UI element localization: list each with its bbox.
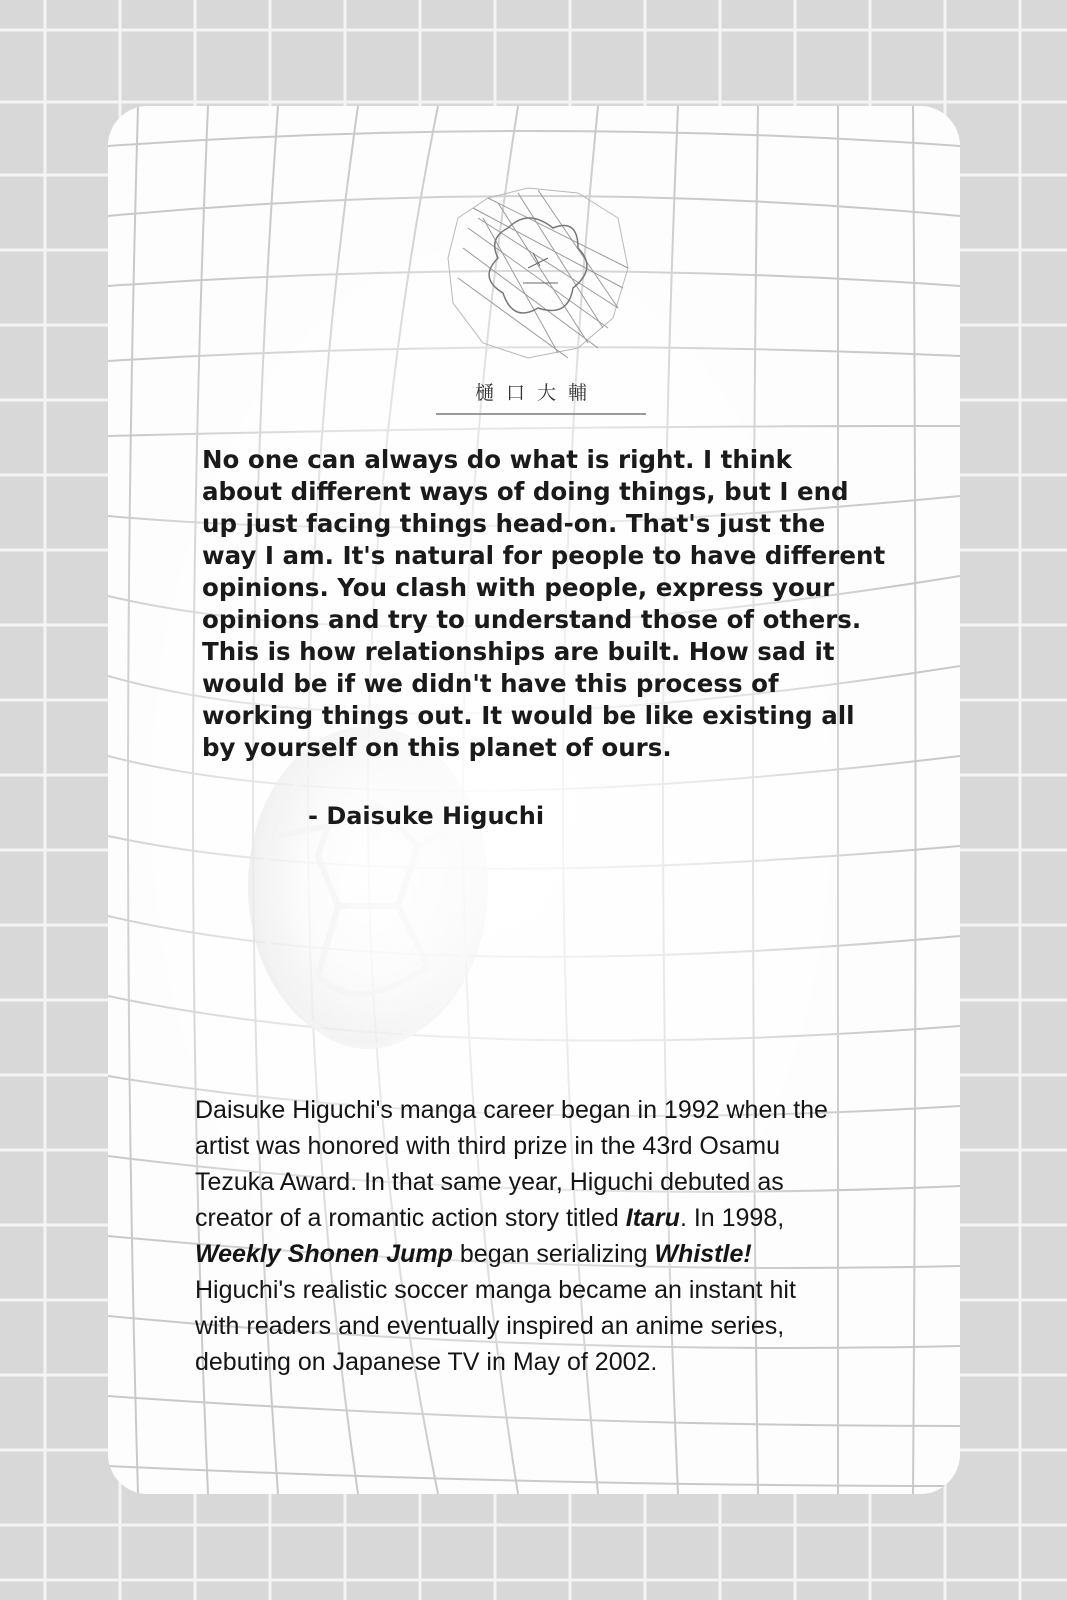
author-biography	[195, 1092, 895, 1380]
quote-line: working things out. It would be like existing all	[202, 701, 855, 730]
quote-line: would be if we didn't have this process of	[202, 669, 779, 698]
bio-line	[195, 1200, 895, 1236]
bio-line: Higuchi's realistic soccer manga became an instant hit	[195, 1276, 796, 1304]
quote-line: way I am. It's natural for people to have different	[202, 541, 886, 570]
title-whistle: Whistle!	[654, 1240, 752, 1268]
title-itaru: Itaru	[625, 1204, 680, 1232]
author-quote	[202, 444, 902, 764]
bio-text: . In 1998,	[679, 1204, 785, 1232]
caption-underline	[436, 413, 646, 415]
quote-line: opinions and try to understand those of others.	[202, 605, 862, 634]
quote-attribution: - Daisuke Higuchi	[308, 802, 545, 830]
title-weekly-shonen-jump: Weekly Shonen Jump	[195, 1240, 453, 1268]
quote-line: by yourself on this planet of ours.	[202, 733, 672, 762]
quote-line: No one can always do what is right. I think	[202, 445, 792, 474]
content-card	[108, 106, 960, 1494]
bio-line: Daisuke Higuchi's manga career began in 1992 when the	[195, 1096, 828, 1124]
bio-line	[195, 1236, 895, 1272]
bio-line: debuting on Japanese TV in May of 2002.	[195, 1348, 658, 1376]
quote-line: This is how relationships are built. How sad it	[202, 637, 835, 666]
quote-line: about different ways of doing things, but I end	[202, 477, 849, 506]
quote-line: up just facing things head-on. That's just the	[202, 509, 826, 538]
bio-line: Tezuka Award. In that same year, Higuchi debuted as	[195, 1168, 784, 1196]
author-name-japanese: 樋口大輔	[474, 382, 599, 404]
bio-line: artist was honored with third prize in the 43rd Osamu	[195, 1132, 780, 1160]
author-portrait-sketch	[428, 158, 643, 373]
bio-text: began serializing	[452, 1240, 655, 1268]
bio-line: with readers and eventually inspired an anime series,	[195, 1312, 785, 1340]
bio-text: creator of a romantic action story titled	[195, 1204, 626, 1232]
quote-line: opinions. You clash with people, express your	[202, 573, 835, 602]
